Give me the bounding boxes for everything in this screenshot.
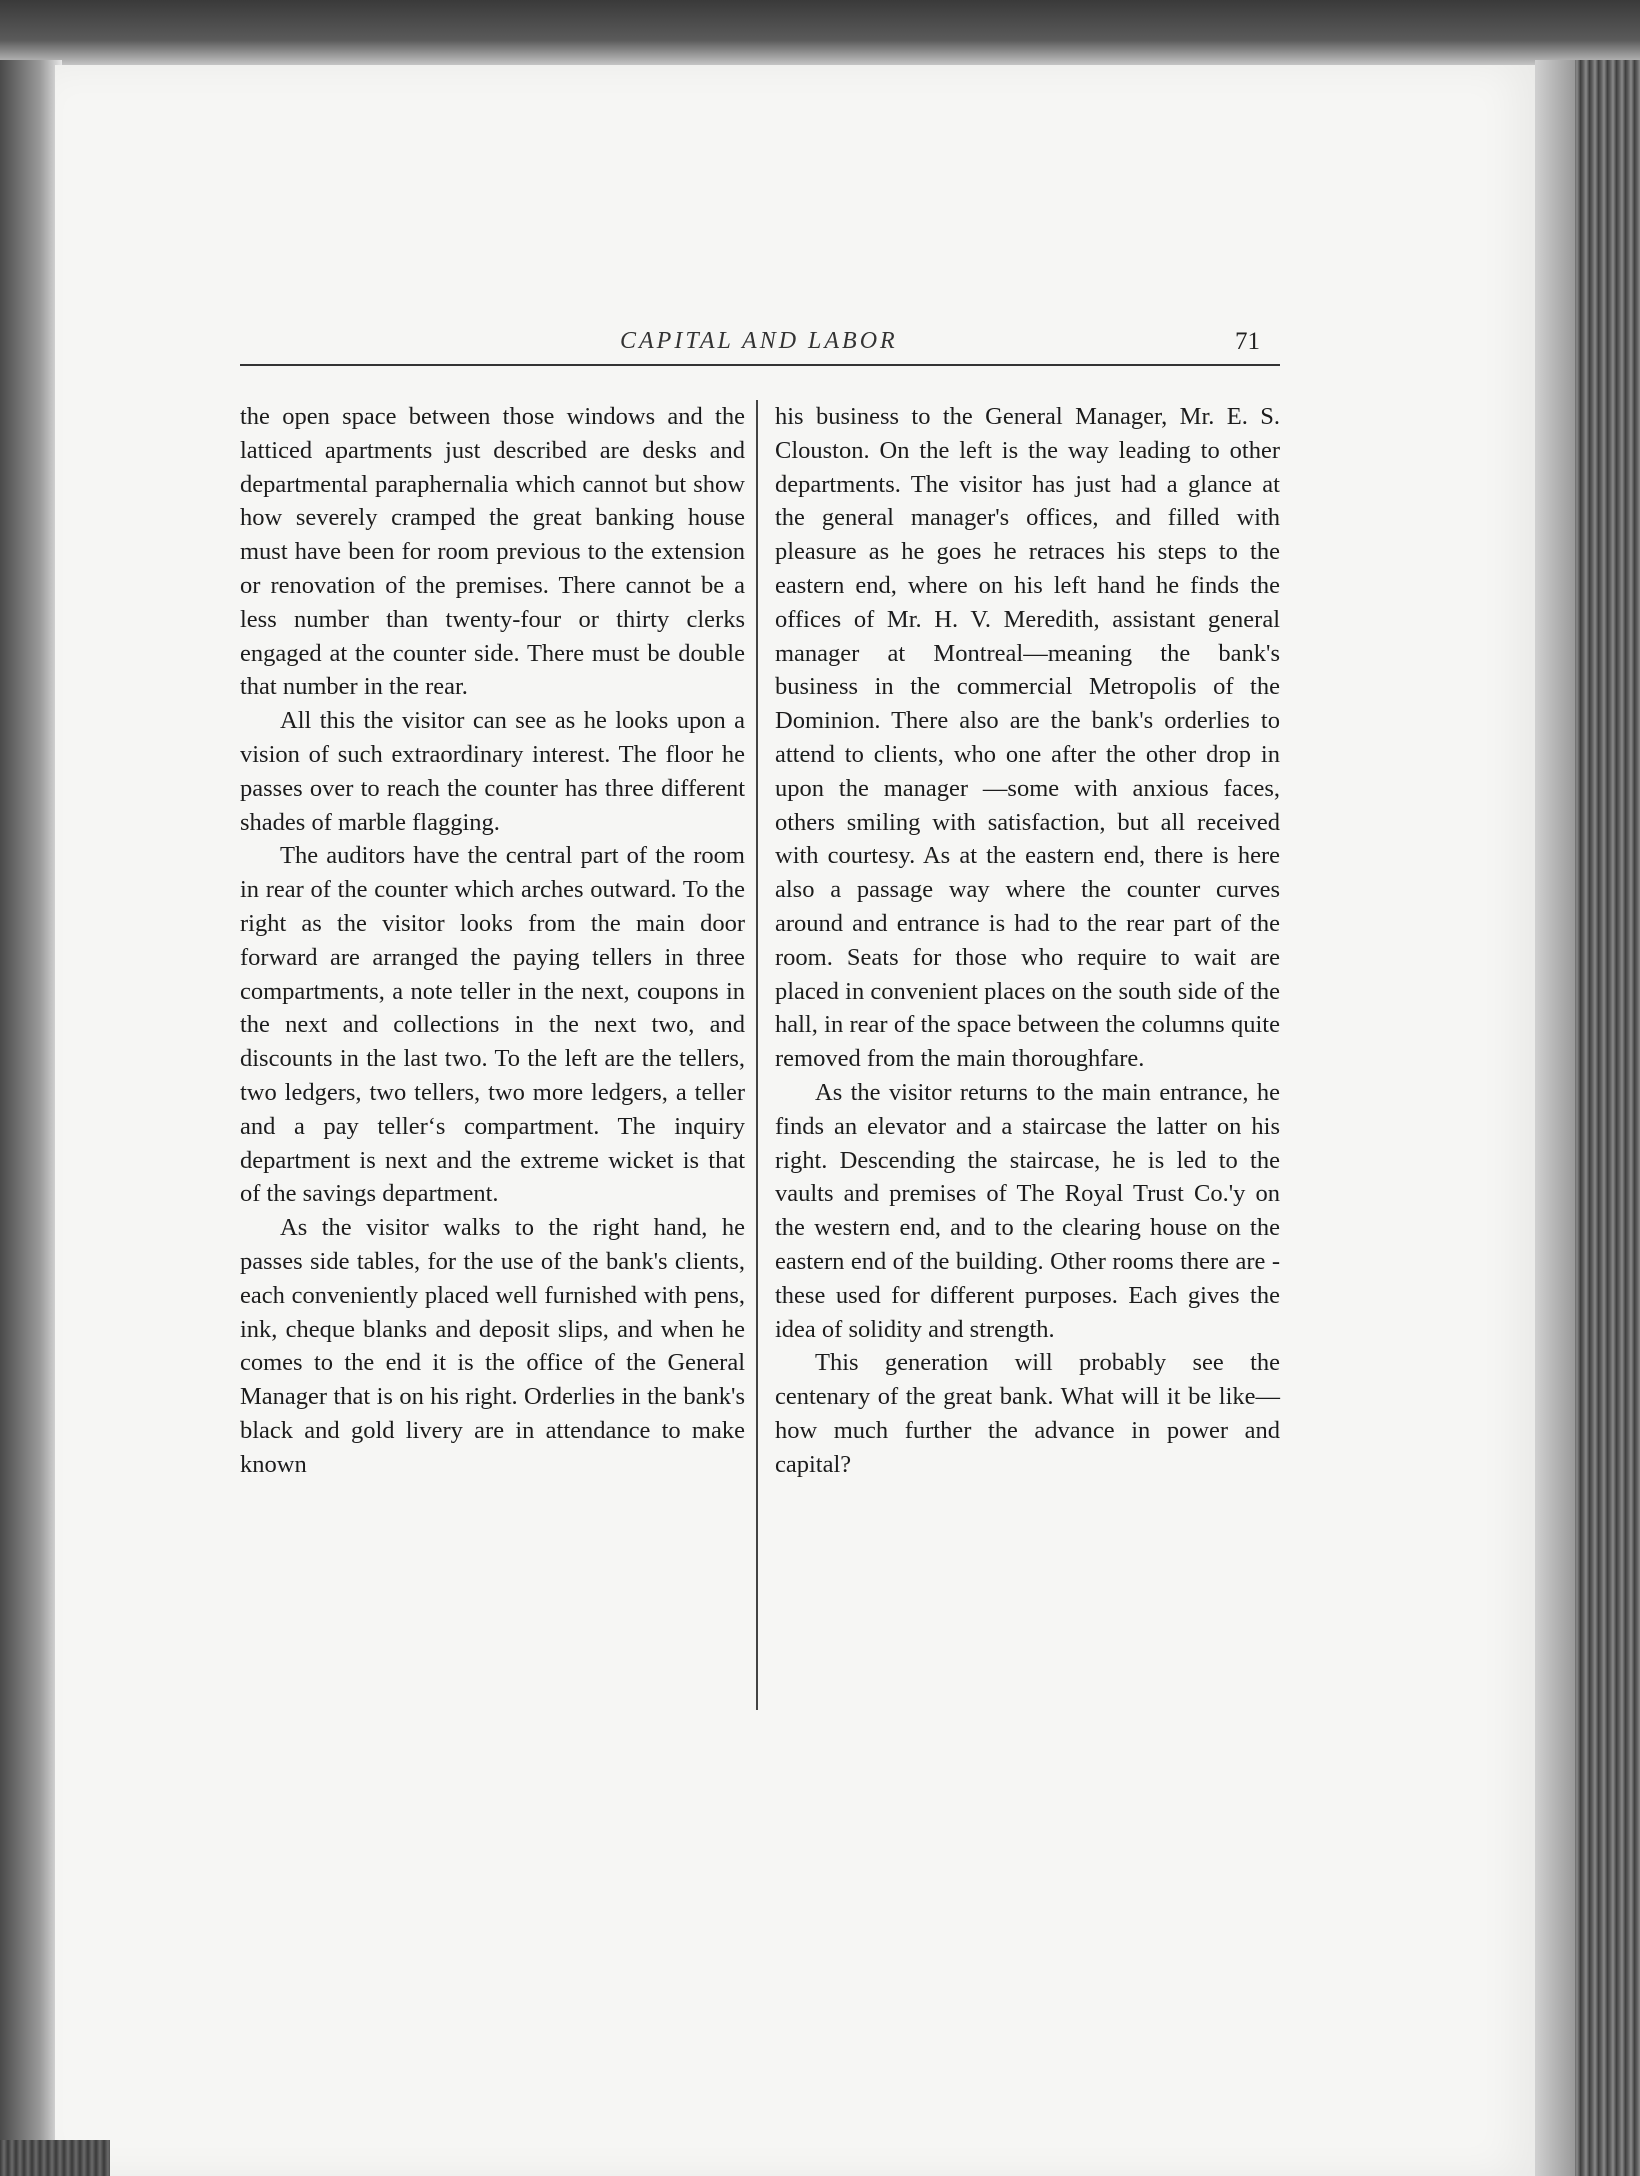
book-right-edge-shadow [1535,60,1575,2176]
left-paragraph-4: As the visitor walks to the right hand, he passes side tables, for the use of the bank's clients, each conveniently placed well furnished with pens, ink, cheque blanks and deposit slips, and when he comes to the end it is the office of the General Manager that is on his right. Orderlies in the bank's black and gold livery are in attendance to make known [240,1214,745,1478]
book-left-edge [0,60,62,2176]
right-paragraph-2: As the visitor returns to the main entrance, he finds an elevator and a staircase the latter on his right. Descending the staircase, he is led to the vaults and premises of The Royal Trust Co.'y on the western end, and to the clearing house on the eastern end of the building. Other rooms there are - these used for different purposes. Each gives the idea of solidity and strength. [775,1078,1280,1343]
page-header [240,320,1280,370]
right-paragraph-3: This generation will probably see the centenary of the great bank. What will it be like—how much further the advance in power and capital? [775,1349,1280,1478]
right-column [775,400,1280,1482]
book-bottom-edge [0,2140,110,2176]
left-paragraph-3: The auditors have the central part of the room in rear of the counter which arches outward. To the right as the visitor looks from the main door forward are arranged the paying tellers in three compartments, a note teller in the next, coupons in the next and collections in the next two, and discounts in the last two. To the left are the tellers, two ledgers, two tellers, two more ledgers, a teller and a pay teller‘s compartment. The inquiry department is next and the extreme wicket is that of the savings department. [240,842,745,1208]
left-column [240,400,745,1482]
left-paragraph-1: the open space between those windows and the latticed apartments just described are desks and departmental paraphernalia which cannot but show how severely cramped the great banking house must have been for room previous to the extension or renovation of the premises. There cannot be a less number than twenty-four or thirty clerks engaged at the counter side. There must be double that number in the rear. [240,403,745,701]
right-paragraph-1: his business to the General Manager, Mr. E. S. Clouston. On the left is the way leading to other departments. The visitor has just had a glance at the general manager's offices, and filled with pleasure as he goes he retraces his steps to the eastern end, where on his left hand he finds the offices of Mr. H. V. Meredith, assistant general manager at Montreal—meaning the bank's business in the commercial Metropolis of the Dominion. There also are the bank's orderlies to attend to clients, who one after the other drop in upon the manager —some with anxious faces, others smiling with satisfaction, but all received with courtesy. As at the eastern end, there is here also a passage way where the counter curves around and entrance is had to the rear part of the room. Seats for those who require to wait are placed in convenient places on the south side of the hall, in rear of the space between the columns quite removed from the main thoroughfare. [775,403,1280,1073]
running-title: CAPITAL AND LABOR [620,328,898,354]
header-rule [240,364,1280,366]
page-number: 71 [1235,328,1260,355]
left-paragraph-2: All this the visitor can see as he looks upon a vision of such extraordinary interest. The floor he passes over to reach the counter has three different shades of marble flagging. [240,707,745,836]
column-divider [756,400,758,1710]
